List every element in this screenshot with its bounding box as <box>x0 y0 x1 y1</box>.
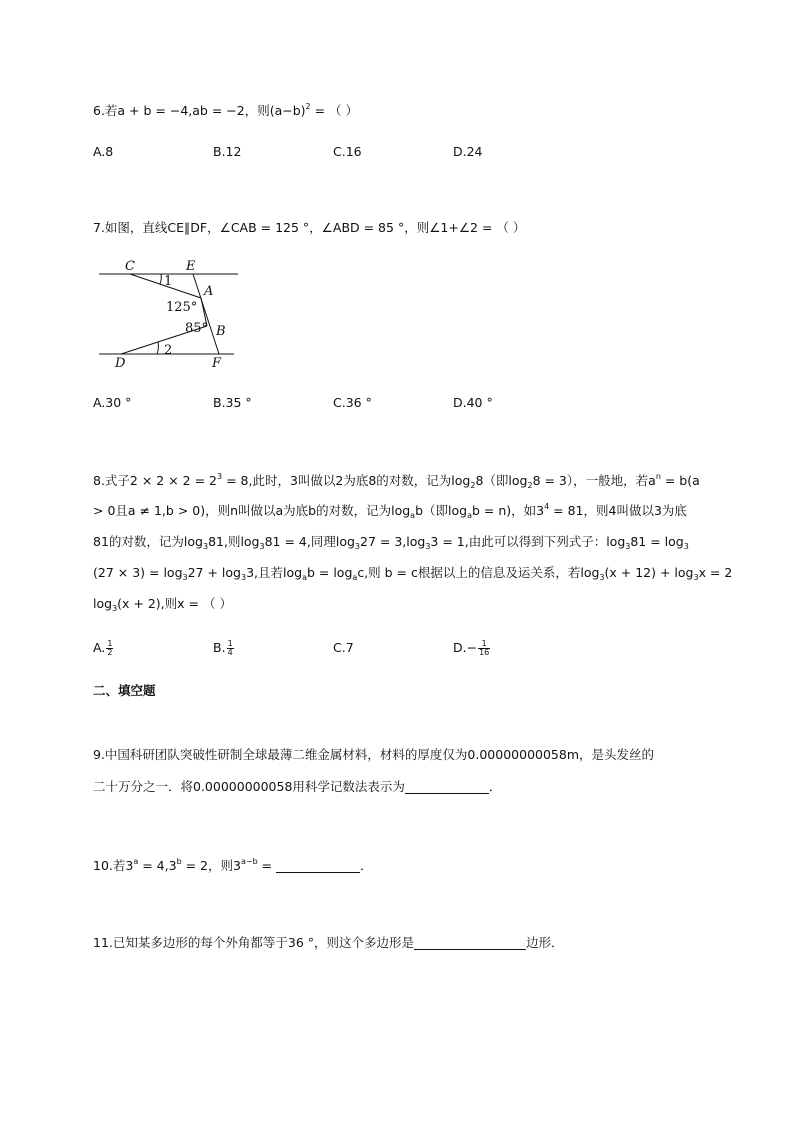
q7-option-c: C.36 ° <box>333 395 372 410</box>
q6-option-b: B.12 <box>213 144 242 159</box>
q11-stem: 11.已知某多边形的每个外角都等于36 °，则这个多边形是 边形． <box>93 935 564 950</box>
label-b: B <box>216 324 226 339</box>
q8-option-a: A. $\frac{1}{2}$ <box>93 639 113 657</box>
label-angle-2: 2 <box>164 343 173 358</box>
q6-option-a: A.8 <box>93 144 114 159</box>
label-c: C <box>125 259 135 274</box>
q9-line-2: 二十万分之一．将0.00000000058用科学记数法表示为 ． <box>93 779 502 794</box>
q10-stem: 10.若$3^a = 4,3^b = 2$，则$3^{a-b}$ = ． <box>93 857 373 873</box>
angle-1-arc <box>160 274 161 284</box>
q8-option-d: D.− $\frac{1}{16}$ <box>453 639 490 657</box>
section-title-fill-blank: 二、填空题 <box>93 683 156 698</box>
q10-answer-blank[interactable] <box>276 858 360 873</box>
q7-option-a: A.30 ° <box>93 395 132 410</box>
q7-stem: 7.如图，直线CE∥DF，∠CAB = 125 °，∠ABD = 85 °，则∠1+∠2 = （ ） <box>93 220 526 235</box>
label-angle-125: 125° <box>166 300 198 315</box>
angle-2-arc <box>157 342 158 354</box>
q11-answer-blank[interactable] <box>414 935 526 950</box>
q6-option-d: D.24 <box>453 144 483 159</box>
q8-line-4: $(27 \times 3) = \log_327 + \log_33$,且若$\log_ab = \log_ac$,则 b = c根据以上的信息及运关系，若$\log_3(x + 12) + \log_3x = 2$ <box>93 565 733 582</box>
q9-line-1: 9.中国科研团队突破性研制全球最薄二维金属材料，材料的厚度仅为0.00000000058m，是头发丝的 <box>93 747 655 762</box>
q7-option-d: D.40 ° <box>453 395 493 410</box>
label-a: A <box>204 284 214 299</box>
q6-stem: 6.若a + b = −4,ab = −2，则$(a-b)^2$ = （ ） <box>93 102 359 118</box>
q8-line-2: > 0且a ≠ 1,b > 0)，则n叫做以a为底b的对数，记为$\log_ab$（即$\log_ab = n$)，如$3^4 = 81$，则4叫做以3为底 <box>93 502 687 520</box>
q8-line-3: 81的对数，记为$\log_381$,则$\log_381 = 4$,同理$\log_327 = 3,\log_33 = 1$,由此可以得到下列式子：$\log_381 = \log_3$ <box>93 534 689 551</box>
q8-option-c: C.7 <box>333 640 354 655</box>
q8-option-b: B. $\frac{1}{4}$ <box>213 639 233 657</box>
q8-line-5: $\log_3(x + 2)$,则x = （ ） <box>93 596 232 613</box>
q6-option-c: C.16 <box>333 144 362 159</box>
label-f: F <box>212 356 222 371</box>
label-e: E <box>186 259 196 274</box>
q7-option-b: B.35 ° <box>213 395 252 410</box>
q8-line-1: 8.式子$2 \times 2 \times 2 = 2^3 = 8$,此时，3叫做以2为底8的对数，记为$\log_28$（即$\log_28 = 3$），一般地，若$a^n = b(a$ <box>93 472 700 490</box>
label-d: D <box>115 356 126 371</box>
label-angle-1: 1 <box>164 274 173 289</box>
q9-answer-blank[interactable] <box>405 779 489 794</box>
label-angle-85: 85° <box>185 321 209 336</box>
q7-figure <box>95 255 245 373</box>
